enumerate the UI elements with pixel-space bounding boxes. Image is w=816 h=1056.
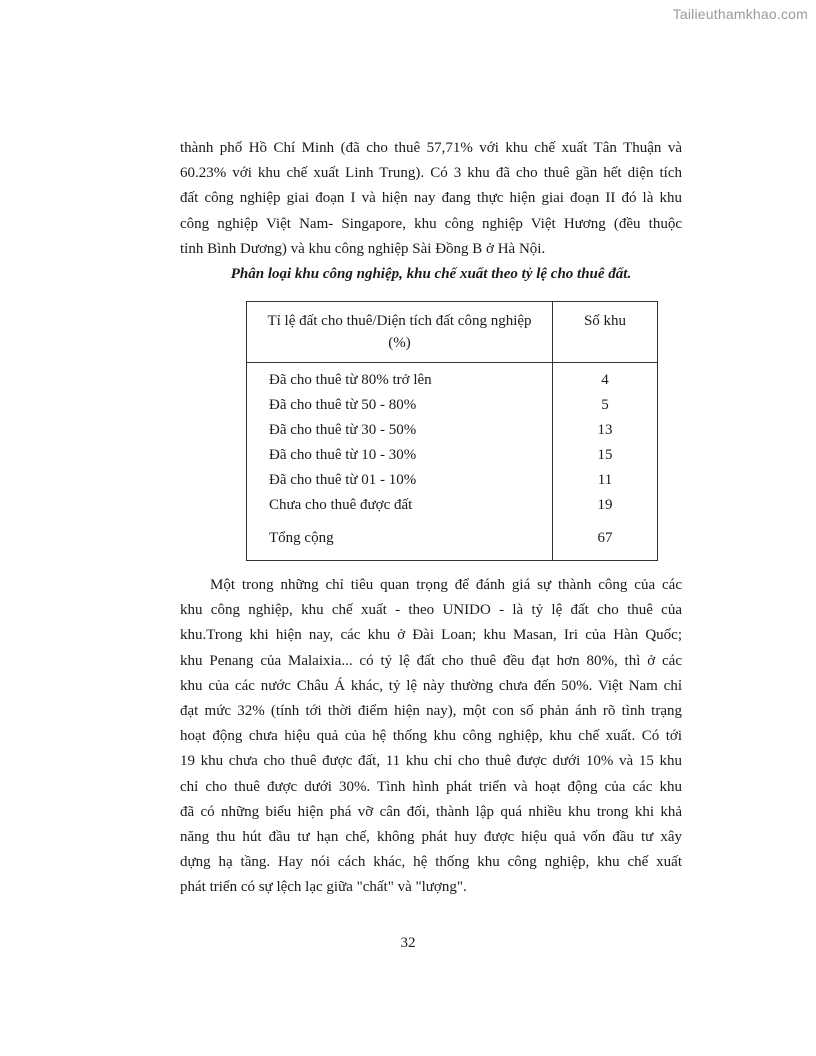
text-line: phát triển có sự lệch lạc giữa "chất" và "lượng". xyxy=(180,879,467,896)
table-row xyxy=(247,468,658,493)
watermark: Tailieuthamkhao.com xyxy=(672,6,808,22)
text-line: đạt mức 32% (tính tới thời điểm hiện nay), một con số phản ánh rõ tình trạng xyxy=(180,702,682,719)
data-table xyxy=(246,301,658,561)
page-number: 32 xyxy=(400,935,416,951)
row-value: 15 xyxy=(553,443,658,468)
paragraph-1 xyxy=(180,136,682,262)
text-line: 19 khu chưa cho thuê được đất, 11 khu chỉ cho thuê được dưới 10% và 15 khu xyxy=(180,753,682,770)
table-row xyxy=(247,443,658,468)
header-ratio-line2: (%) xyxy=(388,335,411,351)
text-line: khu công nghiệp, khu chế xuất - theo UNIDO - là tỷ lệ đất cho thuê của xyxy=(180,602,682,619)
table-row xyxy=(247,363,658,394)
row-label: Đã cho thuê từ 50 - 80% xyxy=(247,393,553,418)
text-line: công nghiệp Việt Nam- Singapore, khu công nghiệp Việt Hương (đều thuộc xyxy=(180,215,682,232)
text-line: hoạt động chưa hiệu quả của hệ thống khu công nghiệp, khu chế xuất. Có tới xyxy=(180,728,682,745)
text-line: đất công nghiệp giai đoạn I và hiện nay đang thực hiện giai đoạn II đó là khu xyxy=(180,190,682,207)
text-line: thành phố Hồ Chí Minh (đã cho thuê 57,71% với khu chế xuất Tân Thuận và xyxy=(180,140,682,156)
row-value: 5 xyxy=(553,393,658,418)
row-label: Đã cho thuê từ 80% trở lên xyxy=(247,363,553,394)
row-value: 11 xyxy=(553,468,658,493)
row-value: 13 xyxy=(553,418,658,443)
paragraph-2 xyxy=(180,573,682,900)
text-line: chỉ cho thuê được dưới 30%. Tình hình phát triển và hoạt động của các khu xyxy=(180,778,682,795)
table-total-row xyxy=(247,518,658,561)
text-line: khu Penang của Malaixia... có tỷ lệ đất cho thuê đều đạt hơn 80%, thì ở các xyxy=(180,652,682,669)
text-line: dựng hạ tầng. Hay nói cách khác, hệ thống khu công nghiệp, khu chế xuất xyxy=(180,854,682,871)
header-ratio-line1: Tỉ lệ đất cho thuê/Diện tích đất công nghiệp xyxy=(267,313,532,329)
table-header-row xyxy=(247,302,658,363)
row-label: Đã cho thuê từ 10 - 30% xyxy=(247,443,553,468)
text-line: đã có những biểu hiện phá vỡ cân đối, thành lập quá nhiều khu trong khi khả xyxy=(180,803,682,820)
header-ratio xyxy=(247,302,553,363)
row-label: Chưa cho thuê được đất xyxy=(247,493,553,518)
text-line: khu.Trong khi hiện nay, các khu ở Đài Loan; khu Masan, Iri của Hàn Quốc; xyxy=(180,627,682,644)
table-caption: Phân loại khu công nghiệp, khu chế xuất theo tỷ lệ cho thuê đất. xyxy=(230,266,632,282)
table-row xyxy=(247,393,658,418)
text-line: Một trong những chỉ tiêu quan trọng để đánh giá sự thành công của các xyxy=(210,577,682,593)
row-value: 4 xyxy=(553,363,658,394)
text-line: tỉnh Bình Dương) và khu công nghiệp Sài Đồng B ở Hà Nội. xyxy=(180,240,546,257)
text-line: khu của các nước Châu Á khác, tỷ lệ này thường chưa đến 50%. Việt Nam chỉ xyxy=(180,677,682,694)
table-row xyxy=(247,493,658,518)
total-label: Tổng cộng xyxy=(247,518,553,561)
header-count: Số khu xyxy=(553,302,658,363)
table-row xyxy=(247,418,658,443)
row-label: Đã cho thuê từ 01 - 10% xyxy=(247,468,553,493)
row-value: 19 xyxy=(553,493,658,518)
text-line: năng thu hút đầu tư hạn chế, không phát huy được hiệu quả vốn đầu tư xây xyxy=(180,828,682,845)
total-value: 67 xyxy=(553,518,658,561)
row-label: Đã cho thuê từ 30 - 50% xyxy=(247,418,553,443)
text-line: 60.23% với khu chế xuất Linh Trung). Có 3 khu đã cho thuê gần hết diện tích xyxy=(180,165,682,182)
